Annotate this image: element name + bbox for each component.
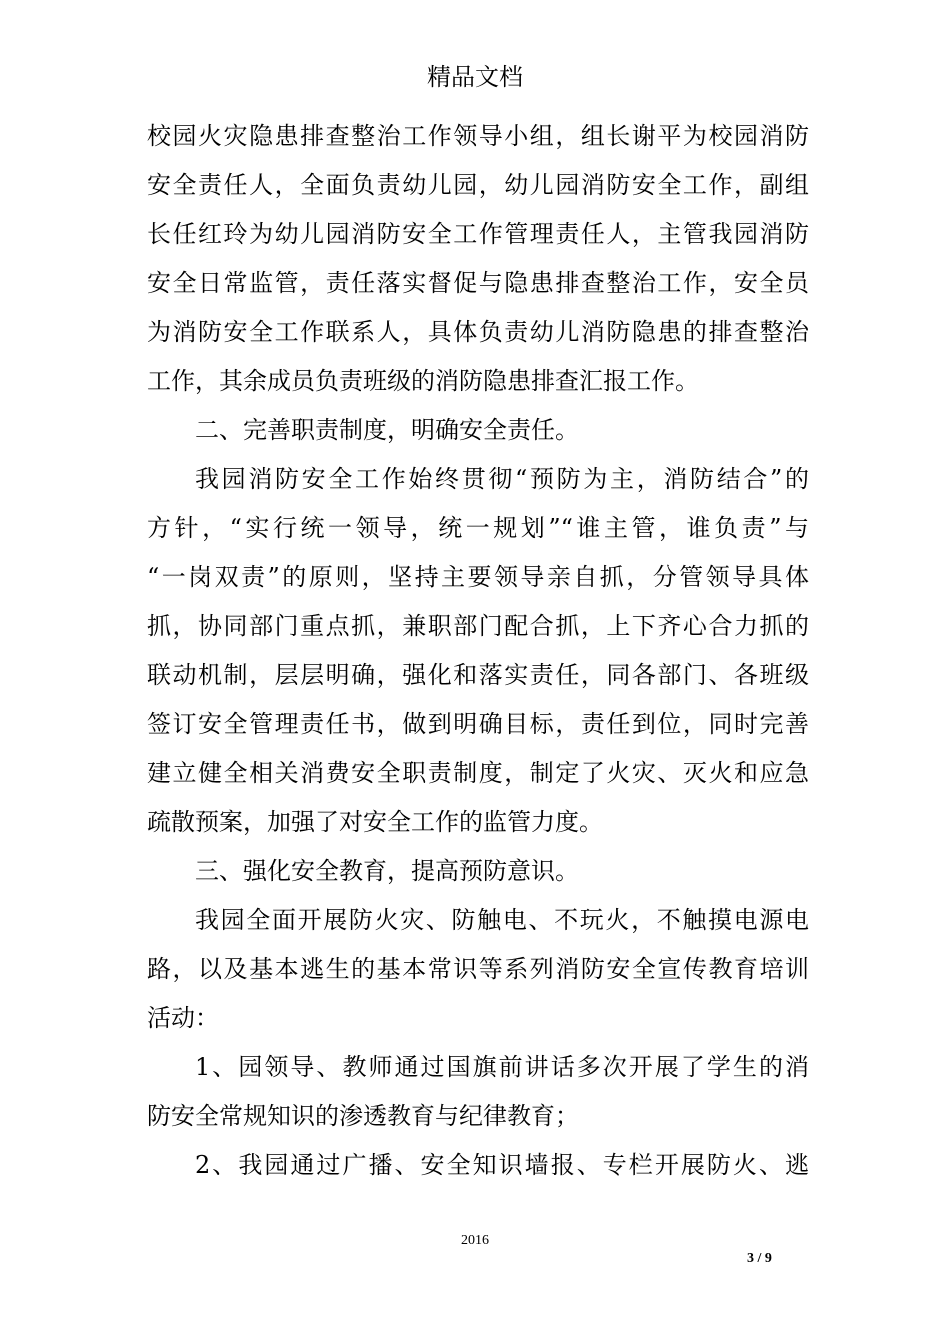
text-line: 1、园领导、教师通过国旗前讲话多次开展了学生的消 xyxy=(195,1053,809,1081)
page-header-title: 精品文档 xyxy=(427,63,523,91)
text-line: 为消防安全工作联系人，具体负责幼儿消防隐患的排查整治 xyxy=(147,318,809,346)
section-heading: 三、强化安全教育，提高预防意识。 xyxy=(195,857,579,885)
text-line: 疏散预案，加强了对安全工作的监管力度。 xyxy=(147,808,603,836)
text-line: 安全日常监管，责任落实督促与隐患排查整治工作，安全员 xyxy=(147,269,809,297)
text-line: 抓，协同部门重点抓，兼职部门配合抓，上下齐心合力抓的 xyxy=(147,612,809,640)
footer-year: 2016 xyxy=(461,1233,489,1248)
text-line: 2、我园通过广播、安全知识墙报、专栏开展防火、逃 xyxy=(195,1151,809,1179)
text-line: 防安全常规知识的渗透教育与纪律教育； xyxy=(147,1102,579,1130)
text-line: 活动： xyxy=(147,1004,219,1032)
text-line: 长任红玲为幼儿园消防安全工作管理责任人，主管我园消防 xyxy=(147,220,809,248)
text-line: 我园全面开展防火灾、防触电、不玩火，不触摸电源电 xyxy=(195,906,809,934)
section-heading: 二、完善职责制度，明确安全责任。 xyxy=(195,416,579,444)
text-line: 签订安全管理责任书，做到明确目标，责任到位，同时完善 xyxy=(147,710,809,738)
text-line: 方针，“实行统一领导，统一规划”“谁主管，谁负责”与 xyxy=(147,514,809,542)
text-line: 工作，其余成员负责班级的消防隐患排查汇报工作。 xyxy=(147,367,699,395)
document-body xyxy=(147,112,809,1190)
text-line: 我园消防安全工作始终贯彻“预防为主，消防结合”的 xyxy=(195,465,809,493)
text-line: “一岗双责”的原则，坚持主要领导亲自抓，分管领导具体 xyxy=(147,563,809,591)
text-line: 路，以及基本逃生的基本常识等系列消防安全宣传教育培训 xyxy=(147,955,809,983)
text-line: 校园火灾隐患排查整治工作领导小组，组长谢平为校园消防 xyxy=(147,122,809,150)
page-number: 3 / 9 xyxy=(747,1251,772,1266)
text-line: 建立健全相关消费安全职责制度，制定了火灾、灭火和应急 xyxy=(147,759,809,787)
text-line: 联动机制，层层明确，强化和落实责任，同各部门、各班级 xyxy=(147,661,809,689)
text-line: 安全责任人，全面负责幼儿园，幼儿园消防安全工作，副组 xyxy=(147,171,809,199)
